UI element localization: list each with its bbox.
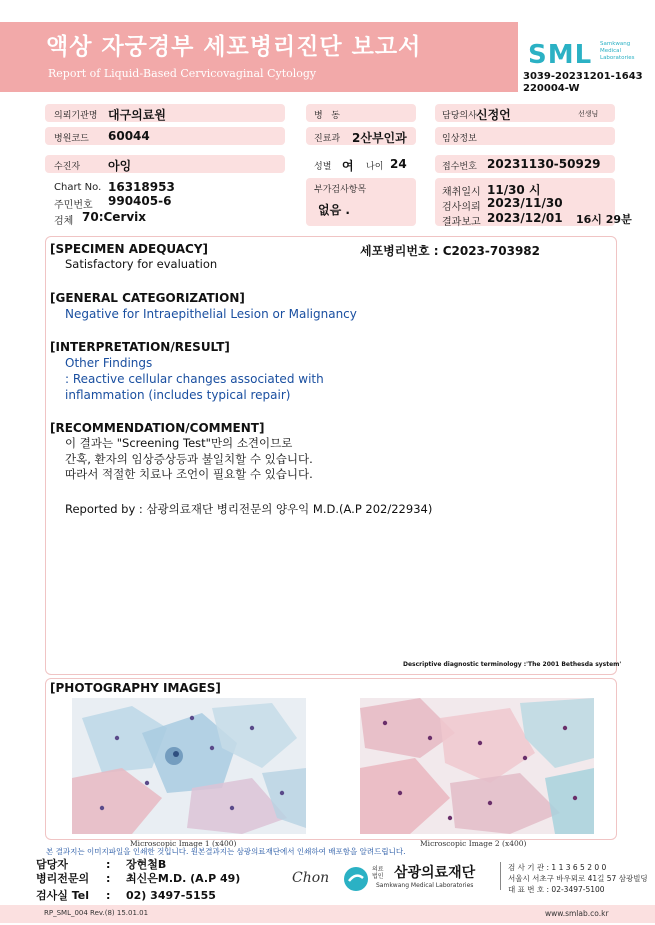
age-label: 나이 bbox=[366, 162, 384, 172]
report-id: 3039-20231201-1643 220004-W bbox=[523, 71, 643, 94]
receipt-label: 접수번호 bbox=[442, 162, 477, 172]
sex-value: 여 bbox=[342, 159, 354, 173]
website: www.smlab.co.kr bbox=[545, 909, 609, 918]
foundation-logo-icon bbox=[343, 866, 369, 892]
pill-patient bbox=[45, 155, 285, 173]
sml-logo-text: SML bbox=[528, 40, 593, 70]
report-title-en: Report of Liquid-Based Cervicovaginal Cytology bbox=[48, 67, 317, 80]
adequacy-title: [SPECIMEN ADEQUACY] bbox=[50, 242, 209, 256]
hospital-code-label: 병원코드 bbox=[54, 134, 89, 144]
signature: Chon bbox=[292, 870, 330, 886]
footer-org-info: 검 사 기 관 : 1 1 3 6 5 2 0 0 서울시 서초구 바우뫼로 41길 57 삼광빌딩 대 표 번 호 : 02-3497-5100 bbox=[508, 863, 648, 894]
extra-value: 없음 . bbox=[318, 203, 350, 217]
dept-label: 진료과 bbox=[314, 134, 341, 144]
patient-value: 아잉 bbox=[108, 159, 132, 173]
rec-text: 이 결과는 "Screening Test"만의 소견이므로 간혹, 환자의 임상증상등과 불일치할 수 있습니다. 따라서 적절한 치료나 조언이 필요할 수 있습니다. bbox=[65, 436, 313, 481]
tel-value: 02) 3497-5155 bbox=[126, 889, 216, 902]
staff-value: 장현철B bbox=[126, 858, 167, 871]
chart-label: Chart No. bbox=[54, 182, 102, 193]
footer-divider bbox=[500, 862, 501, 890]
general-text: Negative for Intraepithelial Lesion or Malignancy bbox=[65, 307, 357, 321]
general-title: [GENERAL CATEGORIZATION] bbox=[50, 291, 245, 305]
age-value: 24 bbox=[390, 157, 407, 171]
result-time: 16시 29분 bbox=[576, 213, 632, 226]
footer-staff-values bbox=[126, 858, 240, 903]
sex-label: 성별 bbox=[314, 162, 332, 172]
result-label: 결과보고 bbox=[442, 217, 481, 228]
ssn-value: 990405-6 bbox=[108, 194, 172, 208]
doctor-suffix: 선생님 bbox=[578, 110, 599, 118]
foundation-name: 삼광의료재단 bbox=[394, 865, 476, 881]
interp-text: Other Findings : Reactive cellular changes associated with inflammation (includes typical repair) bbox=[65, 356, 324, 402]
specimen-label: 검체 bbox=[54, 216, 74, 227]
institution-label: 의뢰기관명 bbox=[54, 111, 98, 121]
interp-title: [INTERPRETATION/RESULT] bbox=[50, 340, 230, 354]
rec-title: [RECOMMENDATION/COMMENT] bbox=[50, 421, 265, 435]
doctor-label: 담당의사 bbox=[442, 111, 477, 121]
dept-value: 2산부인과 bbox=[352, 131, 407, 145]
logo-subtitle: Samkwang Medical Laboratories bbox=[600, 41, 635, 61]
clinical-label: 임상정보 bbox=[442, 134, 477, 144]
patient-label: 수진자 bbox=[54, 162, 81, 172]
microscopic-image-1 bbox=[72, 698, 306, 834]
hospital-code-value: 60044 bbox=[108, 129, 150, 143]
institution-value: 대구의료원 bbox=[108, 108, 166, 122]
collect-value: 11/30 시 bbox=[487, 183, 541, 197]
specimen-value: 70:Cervix bbox=[82, 210, 147, 224]
receipt-value: 20231130-50929 bbox=[487, 157, 601, 171]
pathologist-value: 최신은M.D. (A.P 49) bbox=[126, 872, 241, 885]
report-title: 액상 자궁경부 세포병리진단 보고서 bbox=[46, 34, 422, 60]
footer-colons: : : : bbox=[106, 858, 111, 902]
ward-label: 병 동 bbox=[314, 111, 340, 121]
terminology-note: Descriptive diagnostic terminology :'The 2001 Bethesda system' bbox=[403, 661, 622, 668]
reported-by: Reported by : 삼광의료재단 병리전문의 양우익 M.D.(A.P 202/22934) bbox=[65, 502, 433, 516]
adequacy-text: Satisfactory for evaluation bbox=[65, 257, 218, 271]
caption-image-2: Microscopic Image 2 (x400) bbox=[420, 839, 527, 848]
form-code: RP_SML_004 Rev.(8) 15.01.01 bbox=[44, 909, 149, 917]
ssn-label: 주민번호 bbox=[54, 200, 93, 211]
footer-staff-labels: 담당자 병리전문의 검사실 Tel bbox=[36, 858, 90, 902]
collect-label: 채취일시 bbox=[442, 187, 481, 198]
result-value: 2023/12/01 bbox=[487, 211, 563, 225]
doctor-value: 신정언 bbox=[476, 108, 511, 122]
request-label: 검사의뢰 bbox=[442, 202, 481, 213]
sml-logo bbox=[528, 40, 648, 70]
foundation-en: Samkwang Medical Laboratories bbox=[376, 882, 474, 889]
microscopic-image-2 bbox=[360, 698, 594, 834]
caption-image-1: Microscopic Image 1 (x400) bbox=[130, 839, 237, 848]
extra-label: 부가검사항목 bbox=[314, 185, 367, 195]
pathology-number: 세포병리번호 : C2023-703982 bbox=[360, 244, 540, 258]
photo-title: [PHOTOGRAPHY IMAGES] bbox=[50, 681, 221, 695]
foundation-prefix: 의료법인 bbox=[372, 866, 384, 880]
footer-notice: 본 결과지는 이미지파일을 인쇄한 것입니다. 원본결과지는 삼광의료재단에서 인쇄하여 배포함을 알려드립니다. bbox=[46, 847, 406, 856]
request-value: 2023/11/30 bbox=[487, 196, 563, 210]
chart-value: 16318953 bbox=[108, 180, 175, 194]
